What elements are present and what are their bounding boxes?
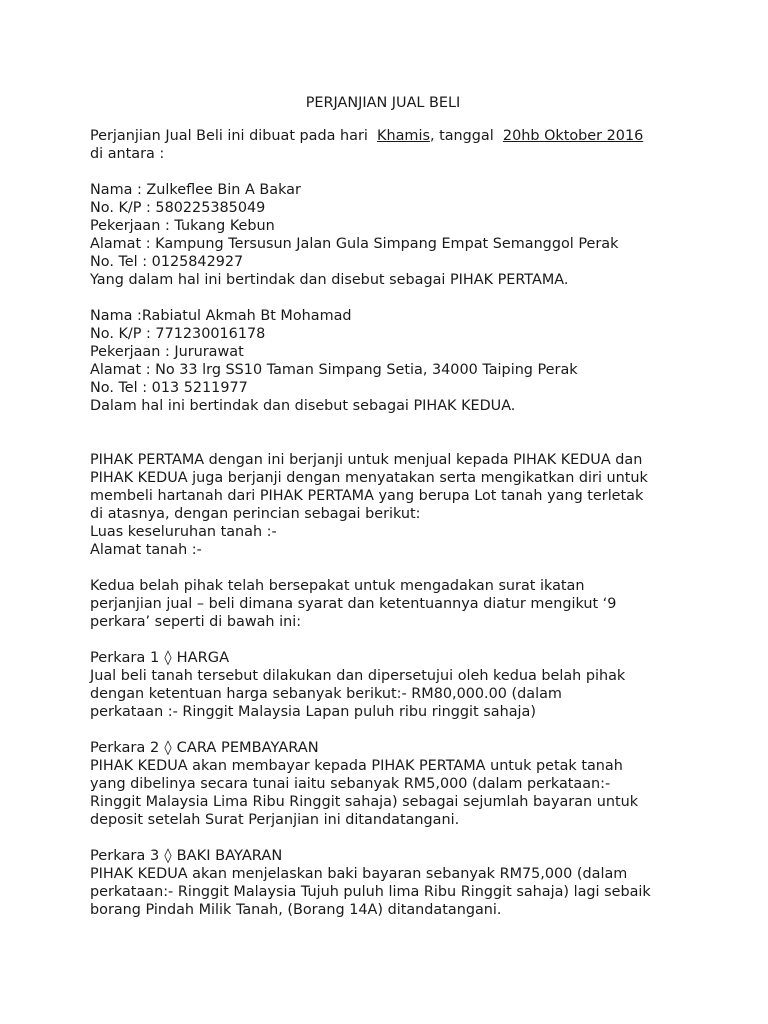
perkara-2-label: Perkara 2 xyxy=(90,739,160,756)
perkara-3-heading xyxy=(90,847,690,865)
perkara-3-label: Perkara 3 xyxy=(90,847,160,864)
consent-paragraph xyxy=(90,577,690,631)
intro-prefix: Perjanjian Jual Beli ini dibuat pada hari xyxy=(90,128,368,144)
document-title: PERJANJIAN JUAL BELI xyxy=(305,95,461,111)
party1-alamat: Alamat : Kampung Tersusun Jalan Gula Simpang Empat Semanggol Perak xyxy=(90,236,619,252)
perkara-1-heading xyxy=(90,649,690,667)
party-second xyxy=(90,307,690,415)
perkara-3-section xyxy=(90,847,690,919)
party2-kp: No. K/P : 771230016178 xyxy=(90,326,266,342)
perkara-2-line: PIHAK KEDUA akan membayar kepada PIHAK PERTAMA untuk petak tanah xyxy=(90,758,623,774)
perkara-3-title: BAKI BAYARAN xyxy=(176,847,283,864)
party2-nama: Nama :Rabiatul Akmah Bt Mohamad xyxy=(90,308,352,324)
agreement-paragraph xyxy=(90,451,690,559)
consent-line: Kedua belah pihak telah bersepakat untuk mengadakan surat ikatan xyxy=(90,578,585,594)
party-first xyxy=(90,181,690,289)
land-area-line: Luas keseluruhan tanah :- xyxy=(90,524,277,540)
perkara-3-line: perkataan:- Ringgit Malaysia Tujuh puluh lima Ribu Ringgit sahaja) lagi sebaik xyxy=(90,884,651,900)
perkara-2-line: yang dibelinya secara tunai iaitu sebanyak RM5,000 (dalam perkataan:- xyxy=(90,776,611,792)
party1-kp: No. K/P : 580225385049 xyxy=(90,200,266,216)
intro-line-1 xyxy=(90,127,690,145)
land-address-line: Alamat tanah :- xyxy=(90,542,202,558)
perkara-1-section xyxy=(90,649,690,721)
document-body xyxy=(90,94,690,919)
perkara-1-line: Jual beli tanah tersebut dilakukan dan dipersetujui oleh kedua belah pihak xyxy=(90,668,626,684)
perkara-1-line: perkataan :- Ringgit Malaysia Lapan puluh ribu ringgit sahaja) xyxy=(90,704,536,720)
intro-mid: , tanggal xyxy=(429,128,494,144)
intro-line-2: di antara : xyxy=(90,146,165,162)
party1-nama: Nama : Zulkeflee Bin A Bakar xyxy=(90,182,301,198)
party2-role: Dalam hal ini bertindak dan disebut sebagai PIHAK KEDUA. xyxy=(90,398,516,414)
perkara-3-line: PIHAK KEDUA akan menjelaskan baki bayaran sebanyak RM75,000 (dalam xyxy=(90,866,628,882)
party1-role: Yang dalam hal ini bertindak dan disebut sebagai PIHAK PERTAMA. xyxy=(90,272,569,288)
intro-date: 20hb Oktober 2016 xyxy=(502,128,644,144)
party2-tel: No. Tel : 013 5211977 xyxy=(90,380,248,396)
perkara-2-title: CARA PEMBAYARAN xyxy=(176,739,319,756)
intro-day: Khamis xyxy=(377,128,430,144)
diamond-icon: ◊ xyxy=(164,847,172,864)
party2-pekerjaan: Pekerjaan : Jururawat xyxy=(90,344,244,360)
agreement-line: PIHAK KEDUA juga berjanji dengan menyatakan serta mengikatkan diri untuk xyxy=(90,470,648,486)
perkara-1-title: HARGA xyxy=(176,649,230,666)
party2-alamat: Alamat : No 33 lrg SS10 Taman Simpang Setia, 34000 Taiping Perak xyxy=(90,362,578,378)
perkara-3-line: borang Pindah Milik Tanah, (Borang 14A) ditandatangani. xyxy=(90,902,502,918)
perkara-2-line: deposit setelah Surat Perjanjian ini ditandatangani. xyxy=(90,812,460,828)
diamond-icon: ◊ xyxy=(164,739,172,756)
party1-tel: No. Tel : 0125842927 xyxy=(90,254,244,270)
consent-line: perjanjian jual – beli dimana syarat dan ketentuannya diatur mengikut ‘9 xyxy=(90,596,617,612)
perkara-1-line: dengan ketentuan harga sebanyak berikut:- RM80,000.00 (dalam xyxy=(90,686,562,702)
agreement-line: di atasnya, dengan perincian sebagai berikut: xyxy=(90,506,421,522)
perkara-2-line: Ringgit Malaysia Lima Ribu Ringgit sahaja) sebagai sejumlah bayaran untuk xyxy=(90,794,639,810)
agreement-line: membeli hartanah dari PIHAK PERTAMA yang berupa Lot tanah yang terletak xyxy=(90,488,644,504)
party1-pekerjaan: Pekerjaan : Tukang Kebun xyxy=(90,218,275,234)
consent-line: perkara’ seperti di bawah ini: xyxy=(90,614,302,630)
perkara-2-section xyxy=(90,739,690,829)
perkara-1-label: Perkara 1 xyxy=(90,649,160,666)
agreement-line: PIHAK PERTAMA dengan ini berjanji untuk menjual kepada PIHAK KEDUA dan xyxy=(90,452,643,468)
perkara-2-heading xyxy=(90,739,690,757)
diamond-icon: ◊ xyxy=(164,649,172,666)
